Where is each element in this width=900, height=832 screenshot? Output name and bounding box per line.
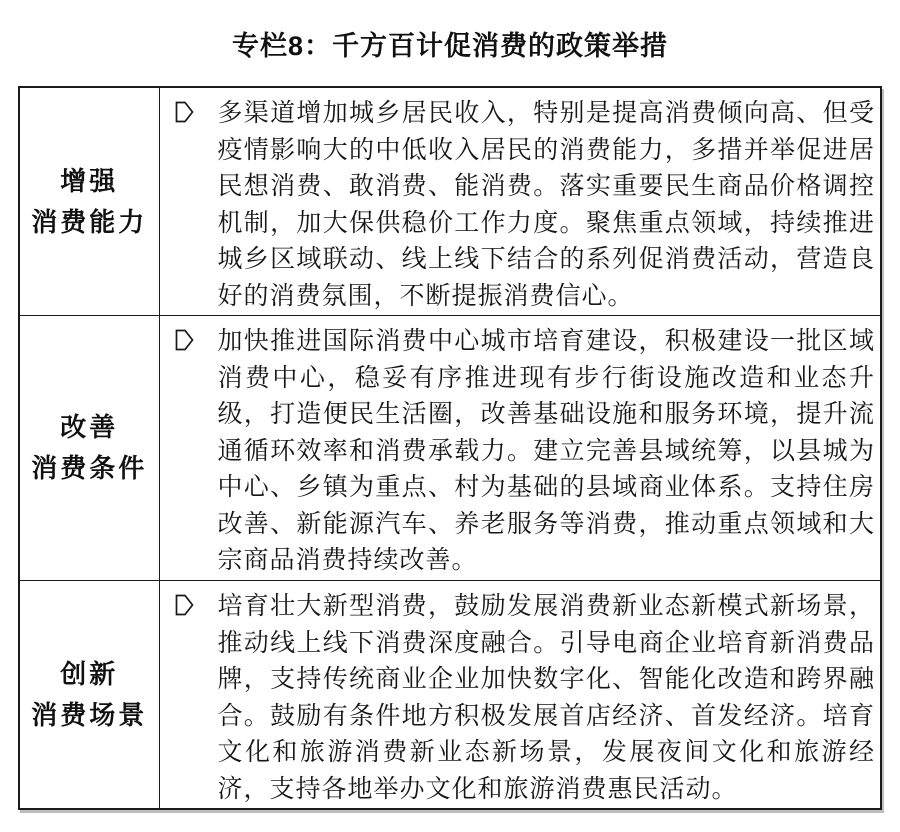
row-content-innovate-consumption-scenarios xyxy=(159,581,881,810)
rightwards-arrow-icon xyxy=(173,99,195,125)
row-header-line1: 增强 xyxy=(60,165,119,196)
page-title: 专栏8：千方百计促消费的政策举措 xyxy=(231,31,668,61)
rightwards-arrow-icon xyxy=(173,592,195,618)
table-row-improve-consumption-conditions xyxy=(19,316,881,581)
row-content-text: 培育壮大新型消费，鼓励发展消费新业态新模式新场景，推动线上线下消费深度融合。引导电商企业培育新消费品牌，支持传统商业企业加快数字化、智能化改造和跨界融合。鼓励有条件地方积极发展首店经济、首发经济。培育文化和旅游消费新业态新场景，发展夜间文化和旅游经济，支持各地举办文化和旅游消费惠民活动。 xyxy=(217,593,875,803)
row-header-improve-consumption-conditions xyxy=(19,316,159,581)
row-header-line2: 消费条件 xyxy=(31,453,148,483)
row-content-text: 加快推进国际消费中心城市培育建设，积极建设一批区域消费中心，稳妥有序推进现有步行街设施改造和业态升级，打造便民生活圈，改善基础设施和服务环境，提升流通循环效率和消费承载力。建立完善县域统筹，以县城为中心、乡镇为重点、村为基础的县域商业体系。支持住房改善、新能源汽车、养老服务等消费，推动重点领域和大宗商品消费持续改善。 xyxy=(217,328,875,574)
policy-table xyxy=(18,86,882,810)
row-header-boost-consumption-capacity xyxy=(19,87,159,316)
rightwards-arrow-icon xyxy=(173,327,195,353)
row-content-text: 多渠道增加城乡居民收入，特别是提高消费倾向高、但受疫情影响大的中低收入居民的消费能力，多措并举促进居民想消费、敢消费、能消费。落实重要民生商品价格调控机制，加大保供稳价工作力度。聚焦重点领域，持续推进城乡区域联动、线上线下结合的系列促消费活动，营造良好的消费氛围，不断提振消费信心。 xyxy=(217,100,875,310)
row-header-line1: 改善 xyxy=(60,412,119,442)
table-row-innovate-consumption-scenarios xyxy=(19,581,881,810)
row-header-line2: 消费场景 xyxy=(31,699,148,730)
row-content-boost-consumption-capacity xyxy=(159,87,881,316)
table-row-boost-consumption-capacity xyxy=(19,87,881,316)
row-content-improve-consumption-conditions xyxy=(159,316,881,581)
row-header-line1: 创新 xyxy=(60,658,119,689)
row-header-line2: 消费能力 xyxy=(31,206,148,237)
row-header-innovate-consumption-scenarios xyxy=(19,581,159,810)
